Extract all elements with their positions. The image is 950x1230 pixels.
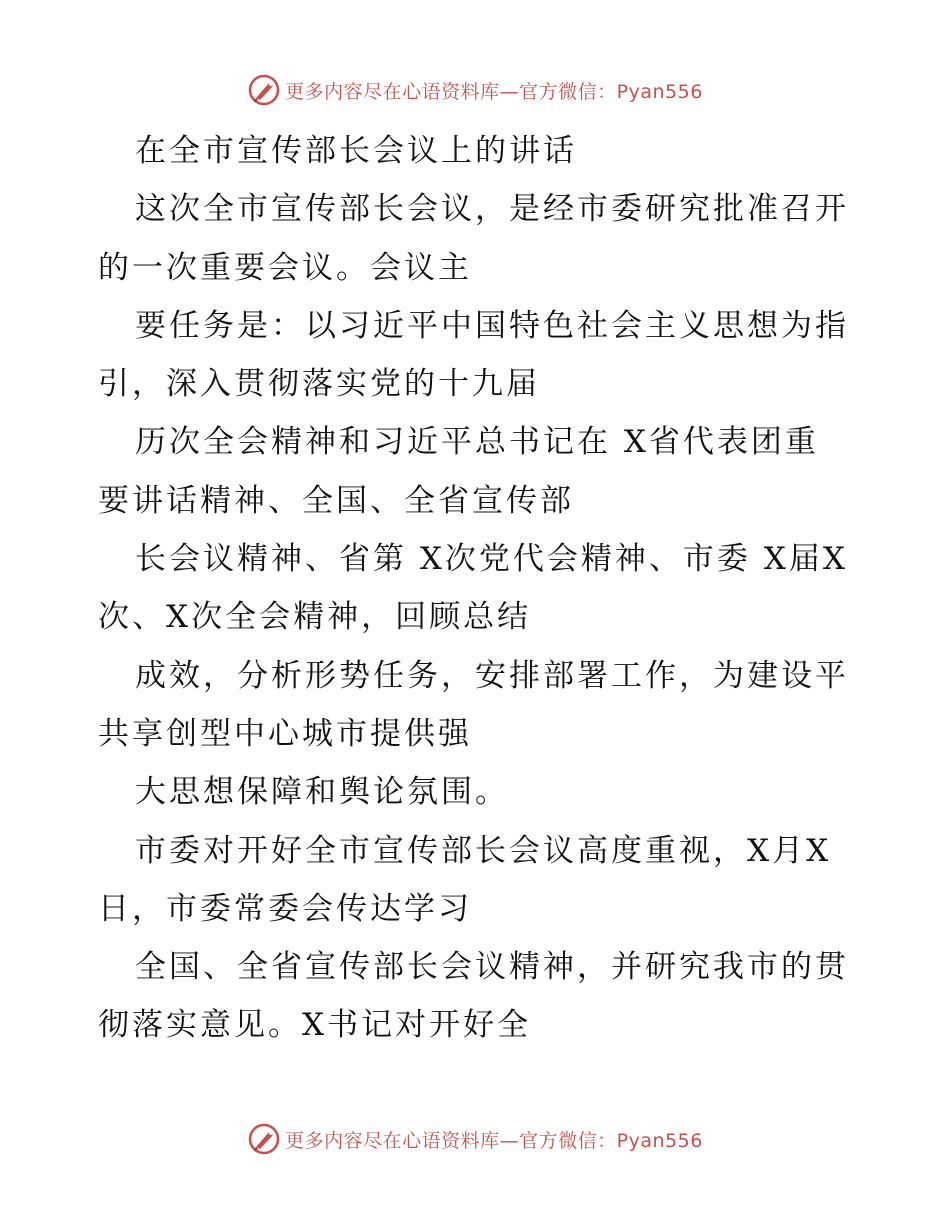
paragraph-line: 的一次重要会议。会议主 [98, 249, 472, 286]
paragraph-line: 要讲话精神、全国、全省宣传部 [98, 482, 574, 519]
paragraph-line: 大思想保障和舆论氛围。 [135, 774, 509, 811]
paragraph-line: 彻落实意见。X书记对开好全 [98, 1007, 532, 1044]
paragraph-line: 引，深入贯彻落实党的十九届 [98, 366, 540, 403]
paragraph-line: 要任务是：以习近平中国特色社会主义思想为指 [135, 307, 849, 344]
footer-banner-text: 更多内容尽在心语资料库—官方微信：Pyan556 [285, 1129, 703, 1152]
paragraph-line: 历次全会精神和习近平总书记在 X省代表团重 [135, 424, 819, 461]
paragraph-line: 长会议精神、省第 X次党代会精神、市委 X届X [135, 541, 848, 578]
footer-banner [0, 1119, 950, 1159]
paragraph-line: 成效，分析形势任务，安排部署工作，为建设平 [135, 657, 849, 694]
document-body [98, 122, 868, 1055]
header-banner-text: 更多内容尽在心语资料库—官方微信：Pyan556 [285, 80, 703, 103]
header-banner [0, 70, 950, 110]
pen-logo-icon [247, 1122, 281, 1156]
paragraph-line: 这次全市宣传部长会议，是经市委研究批准召开 [135, 191, 849, 228]
paragraph-line: 市委对开好全市宣传部长会议高度重视，X月X [135, 832, 832, 869]
document-title: 在全市宣传部长会议上的讲话 [135, 133, 577, 169]
paragraph-line: 日，市委常委会传达学习 [98, 890, 472, 927]
paragraph-line: 次、X次全会精神，回顾总结 [98, 599, 532, 636]
pen-logo-icon [247, 73, 281, 107]
paragraph-line: 共享创型中心城市提供强 [98, 715, 472, 752]
paragraph-line: 全国、全省宣传部长会议精神，并研究我市的贯 [135, 949, 849, 986]
